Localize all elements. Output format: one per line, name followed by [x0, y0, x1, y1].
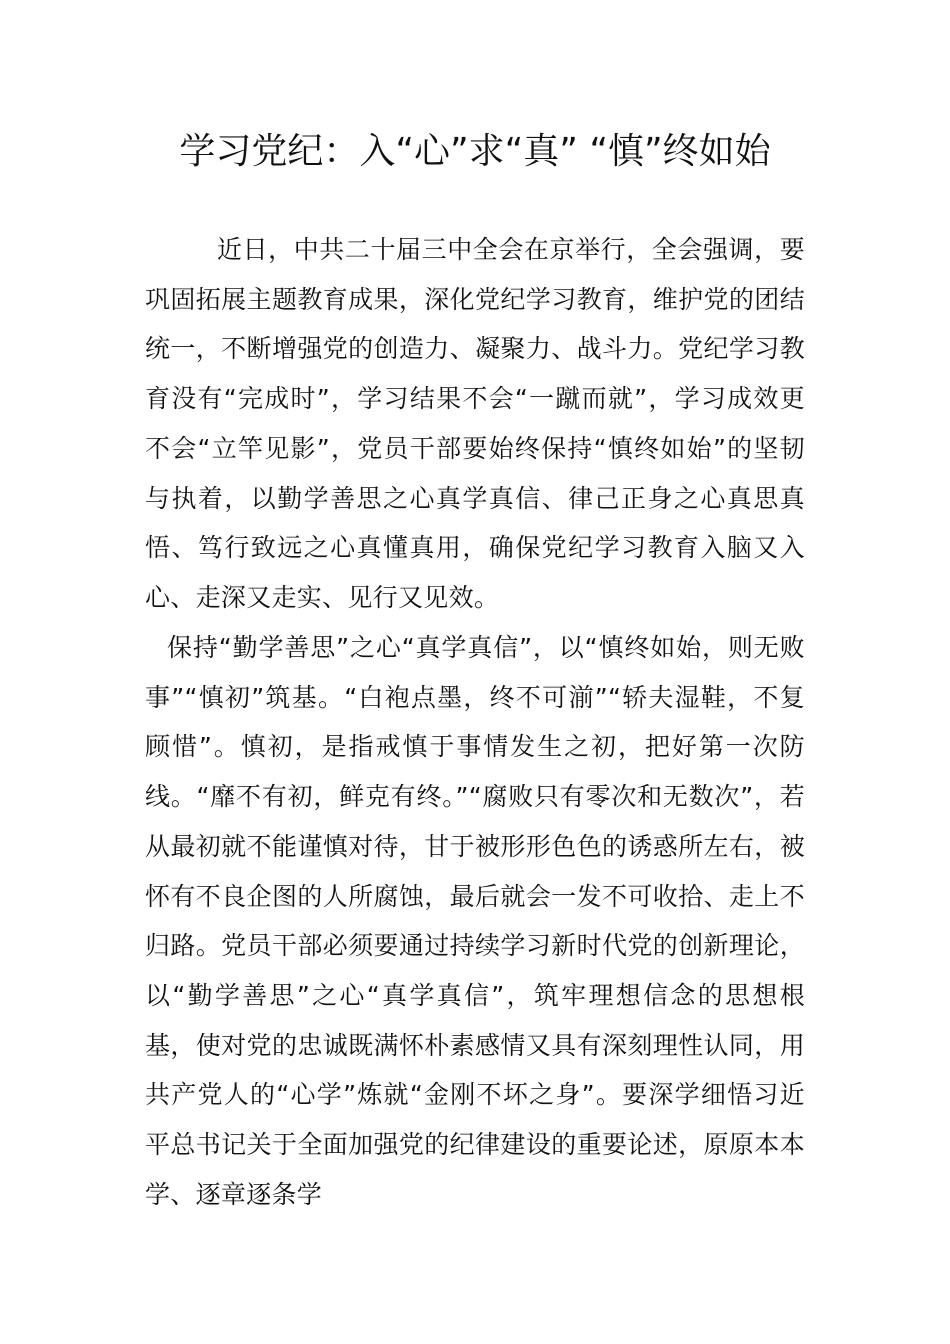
- document-title: 学习党纪：入“心”求“真” “慎”终如始: [179, 131, 771, 172]
- body-paragraph-2: 保持“勤学善思”之心“真学真信”，以“慎终如始，则无败事”“慎初”筑基。“白袍点墨，终不可湔”“轿夫湿鞋，不复顾惜”。慎初，是指戒慎于事情发生之初，把好第一次防线。“靡不有初，鲜克有终。”“腐败只有零次和无数次”，若从最初就不能谨慎对待，甘于被形形色色的诱惑所左右，被怀有不良企图的人所腐蚀，最后就会一发不可收拾、走上不归路。党员干部必须要通过持续学习新时代党的创新理论，以“勤学善思”之心“真学真信”，筑牢理想信念的思想根基，使对党的忠诚既满怀朴素感情又具有深刻理性认同，用共产党人的“心学”炼就“金刚不坏之身”。要深学细悟习近平总书记关于全面加强党的纪律建设的重要论述，原原本本学、逐章逐条学: [145, 633, 805, 1209]
- body-paragraph-1: 近日，中共二十届三中全会在京举行，全会强调，要巩固拓展主题教育成果，深化党纪学习教育，维护党的团结统一，不断增强党的创造力、凝聚力、战斗力。党纪学习教育没有“完成时”，学习结果不会“一蹴而就”，学习成效更不会“立竿见影”，党员干部要始终保持“慎终如始”的坚韧与执着，以勤学善思之心真学真信、律己正身之心真思真悟、笃行致远之心真懂真用，确保党纪学习教育入脑又入心、走深又走实、见行又见效。: [145, 235, 805, 612]
